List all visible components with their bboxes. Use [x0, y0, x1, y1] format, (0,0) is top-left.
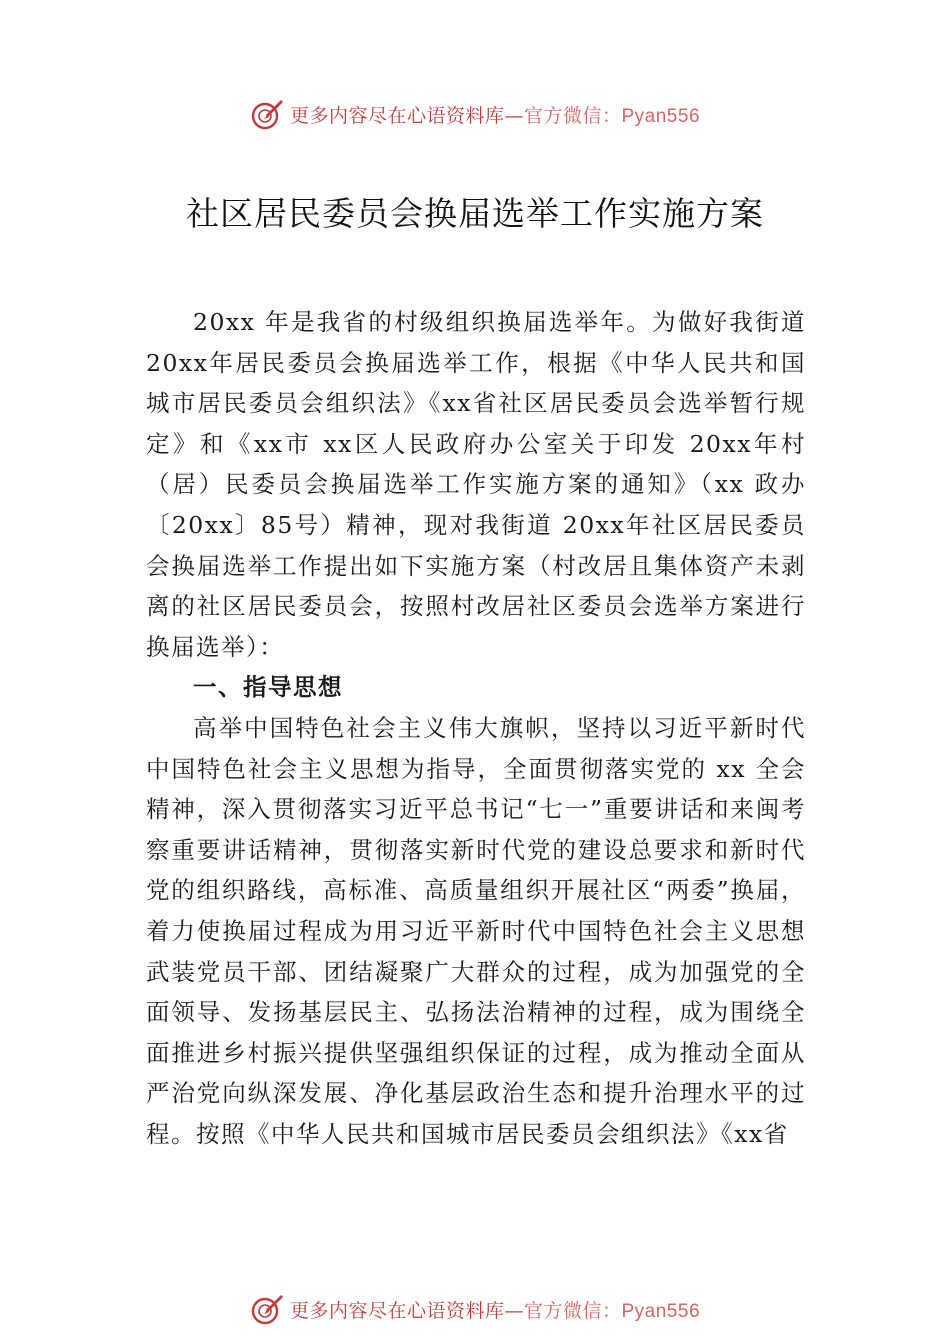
footer-banner [0, 1287, 950, 1331]
document-title: 社区居民委员会换届选举工作实施方案 [186, 194, 764, 233]
section-paragraph: 高举中国特色社会主义伟大旗帜，坚持以习近平新时代中国特色社会主义思想为指导，全面贯彻落实党的 xx 全会精神，深入贯彻落实习近平总书记“七一”重要讲话和来闽考察重要讲话精神，贯彻落实新时代党的建设总要求和新时代党的组织路线，高标准、高质量组织开展社区“两委”换届，着力使换届过程成为用习近平新时代中国特色社会主义思想武装党员干部、团结凝聚广大群众的过程，成为加强党的全面领导、发扬基层民主、弘扬法治精神的过程，成为围绕全面推进乡村振兴提供坚强组织保证的过程，成为推动全面从严治党向纵深发展、净化基层政治生态和提升治理水平的过程。按照《中华人民共和国城市居民委员会组织法》《xx省 [146, 713, 806, 1148]
quill-seal-icon [250, 97, 284, 131]
banner-separator: — [504, 104, 524, 127]
banner-main-text: 更多内容尽在心语资料库 [289, 104, 505, 127]
intro-paragraph: 20xx 年是我省的村级组织换届选举年。为做好我街道20xx年居民委员会换届选举工作，根据《中华人民共和国城市居民委员会组织法》《xx省社区居民委员会选举暂行规定》和《xx市 xx区人民政府办公室关于印发 20xx年村（居）民委员会换届选举工作实施方案的通知》（xx 政办〔20xx〕85号）精神，现对我街道 20xx年社区居民委员会换届选举工作提出如下实施方案（村改居且集体资产未剥离的社区居民委员会，按照村改居社区委员会选举方案进行换届选举）： [146, 308, 806, 661]
section-heading: 一、指导思想 [193, 673, 343, 702]
banner-wechat-id: Pyan556 [621, 105, 701, 127]
banner-wechat-id: Pyan556 [621, 1300, 701, 1322]
header-banner-text [290, 101, 700, 128]
banner-label: 官方微信： [523, 104, 622, 127]
banner-main-text: 更多内容尽在心语资料库 [289, 1299, 505, 1322]
footer-banner-text [290, 1296, 700, 1323]
banner-label: 官方微信： [523, 1299, 622, 1322]
quill-seal-icon [250, 1292, 284, 1326]
document-body [146, 302, 806, 1154]
header-banner [0, 92, 950, 136]
banner-separator: — [504, 1299, 524, 1322]
